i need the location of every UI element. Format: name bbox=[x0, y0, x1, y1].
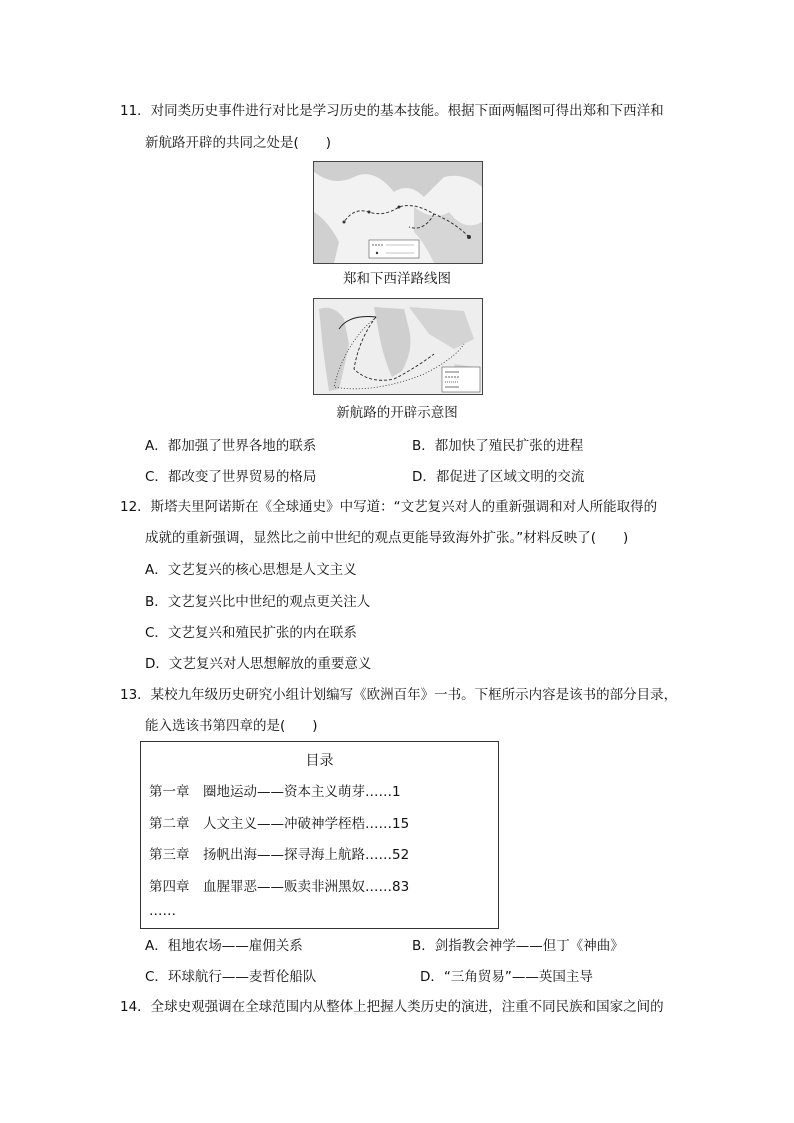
q13-option-b[interactable]: B．剑指教会神学——但丁《神曲》 bbox=[412, 938, 624, 954]
q12-option-d[interactable]: D．文艺复兴对人思想解放的重要意义 bbox=[145, 656, 372, 672]
toc-row: 第二章 人文主义——冲破神学桎梏……15 bbox=[149, 816, 410, 832]
zheng-he-voyage-map bbox=[313, 161, 483, 264]
q12-option-a[interactable]: A．文艺复兴的核心思想是人文主义 bbox=[145, 562, 357, 578]
q13-option-d[interactable]: D．“三角贸易”——英国主导 bbox=[420, 969, 593, 985]
new-sea-route-map bbox=[313, 298, 483, 395]
new-route-map-graphic bbox=[314, 299, 482, 394]
q11-option-b[interactable]: B．都加快了殖民扩张的进程 bbox=[412, 438, 584, 454]
map2-caption: 新航路的开辟示意图 bbox=[336, 405, 458, 421]
q12-stem-line1: 12．斯塔夫里阿诺斯在《全球通史》中写道：“文艺复兴对人的重新强调和对人所能取得的 bbox=[120, 499, 658, 515]
zheng-he-map-graphic bbox=[314, 162, 482, 263]
q13-option-c[interactable]: C．环球航行——麦哲伦船队 bbox=[145, 969, 317, 985]
toc-row: …… bbox=[149, 903, 176, 919]
q11-option-a[interactable]: A．都加强了世界各地的联系 bbox=[145, 438, 317, 454]
table-of-contents-box bbox=[140, 741, 499, 929]
q11-option-c[interactable]: C．都改变了世界贸易的格局 bbox=[145, 469, 317, 485]
q11-stem-line1: 11．对同类历史事件进行对比是学习历史的基本技能。根据下面两幅图可得出郑和下西洋和 bbox=[120, 103, 664, 119]
q13-option-a[interactable]: A．租地农场——雇佣关系 bbox=[145, 938, 303, 954]
toc-row: 第三章 扬帆出海——探寻海上航路……52 bbox=[149, 847, 410, 863]
toc-title: 目录 bbox=[305, 753, 334, 769]
q12-stem-line2: 成就的重新强调，显然比之前中世纪的观点更能导致海外扩张。”材料反映了( ) bbox=[145, 530, 629, 546]
q11-option-d[interactable]: D．都促进了区域文明的交流 bbox=[412, 469, 585, 485]
q13-stem-line1: 13．某校九年级历史研究小组计划编写《欧洲百年》一书。下框所示内容是该书的部分目录， bbox=[120, 687, 678, 703]
map1-caption: 郑和下西洋路线图 bbox=[343, 271, 451, 287]
q13-stem-line2: 能入选该书第四章的是( ) bbox=[145, 718, 318, 734]
toc-row: 第四章 血腥罪恶——贩卖非洲黑奴……83 bbox=[149, 879, 410, 895]
q11-stem-line2: 新航路开辟的共同之处是( ) bbox=[145, 135, 332, 151]
q12-option-b[interactable]: B．文艺复兴比中世纪的观点更关注人 bbox=[145, 594, 371, 610]
q12-option-c[interactable]: C．文艺复兴和殖民扩张的内在联系 bbox=[145, 625, 357, 641]
q14-stem-line1: 14．全球史观强调在全球范围内从整体上把握人类历史的演进，注重不同民族和国家之间的 bbox=[120, 999, 664, 1015]
toc-row: 第一章 圈地运动——资本主义萌芽……1 bbox=[149, 784, 401, 800]
